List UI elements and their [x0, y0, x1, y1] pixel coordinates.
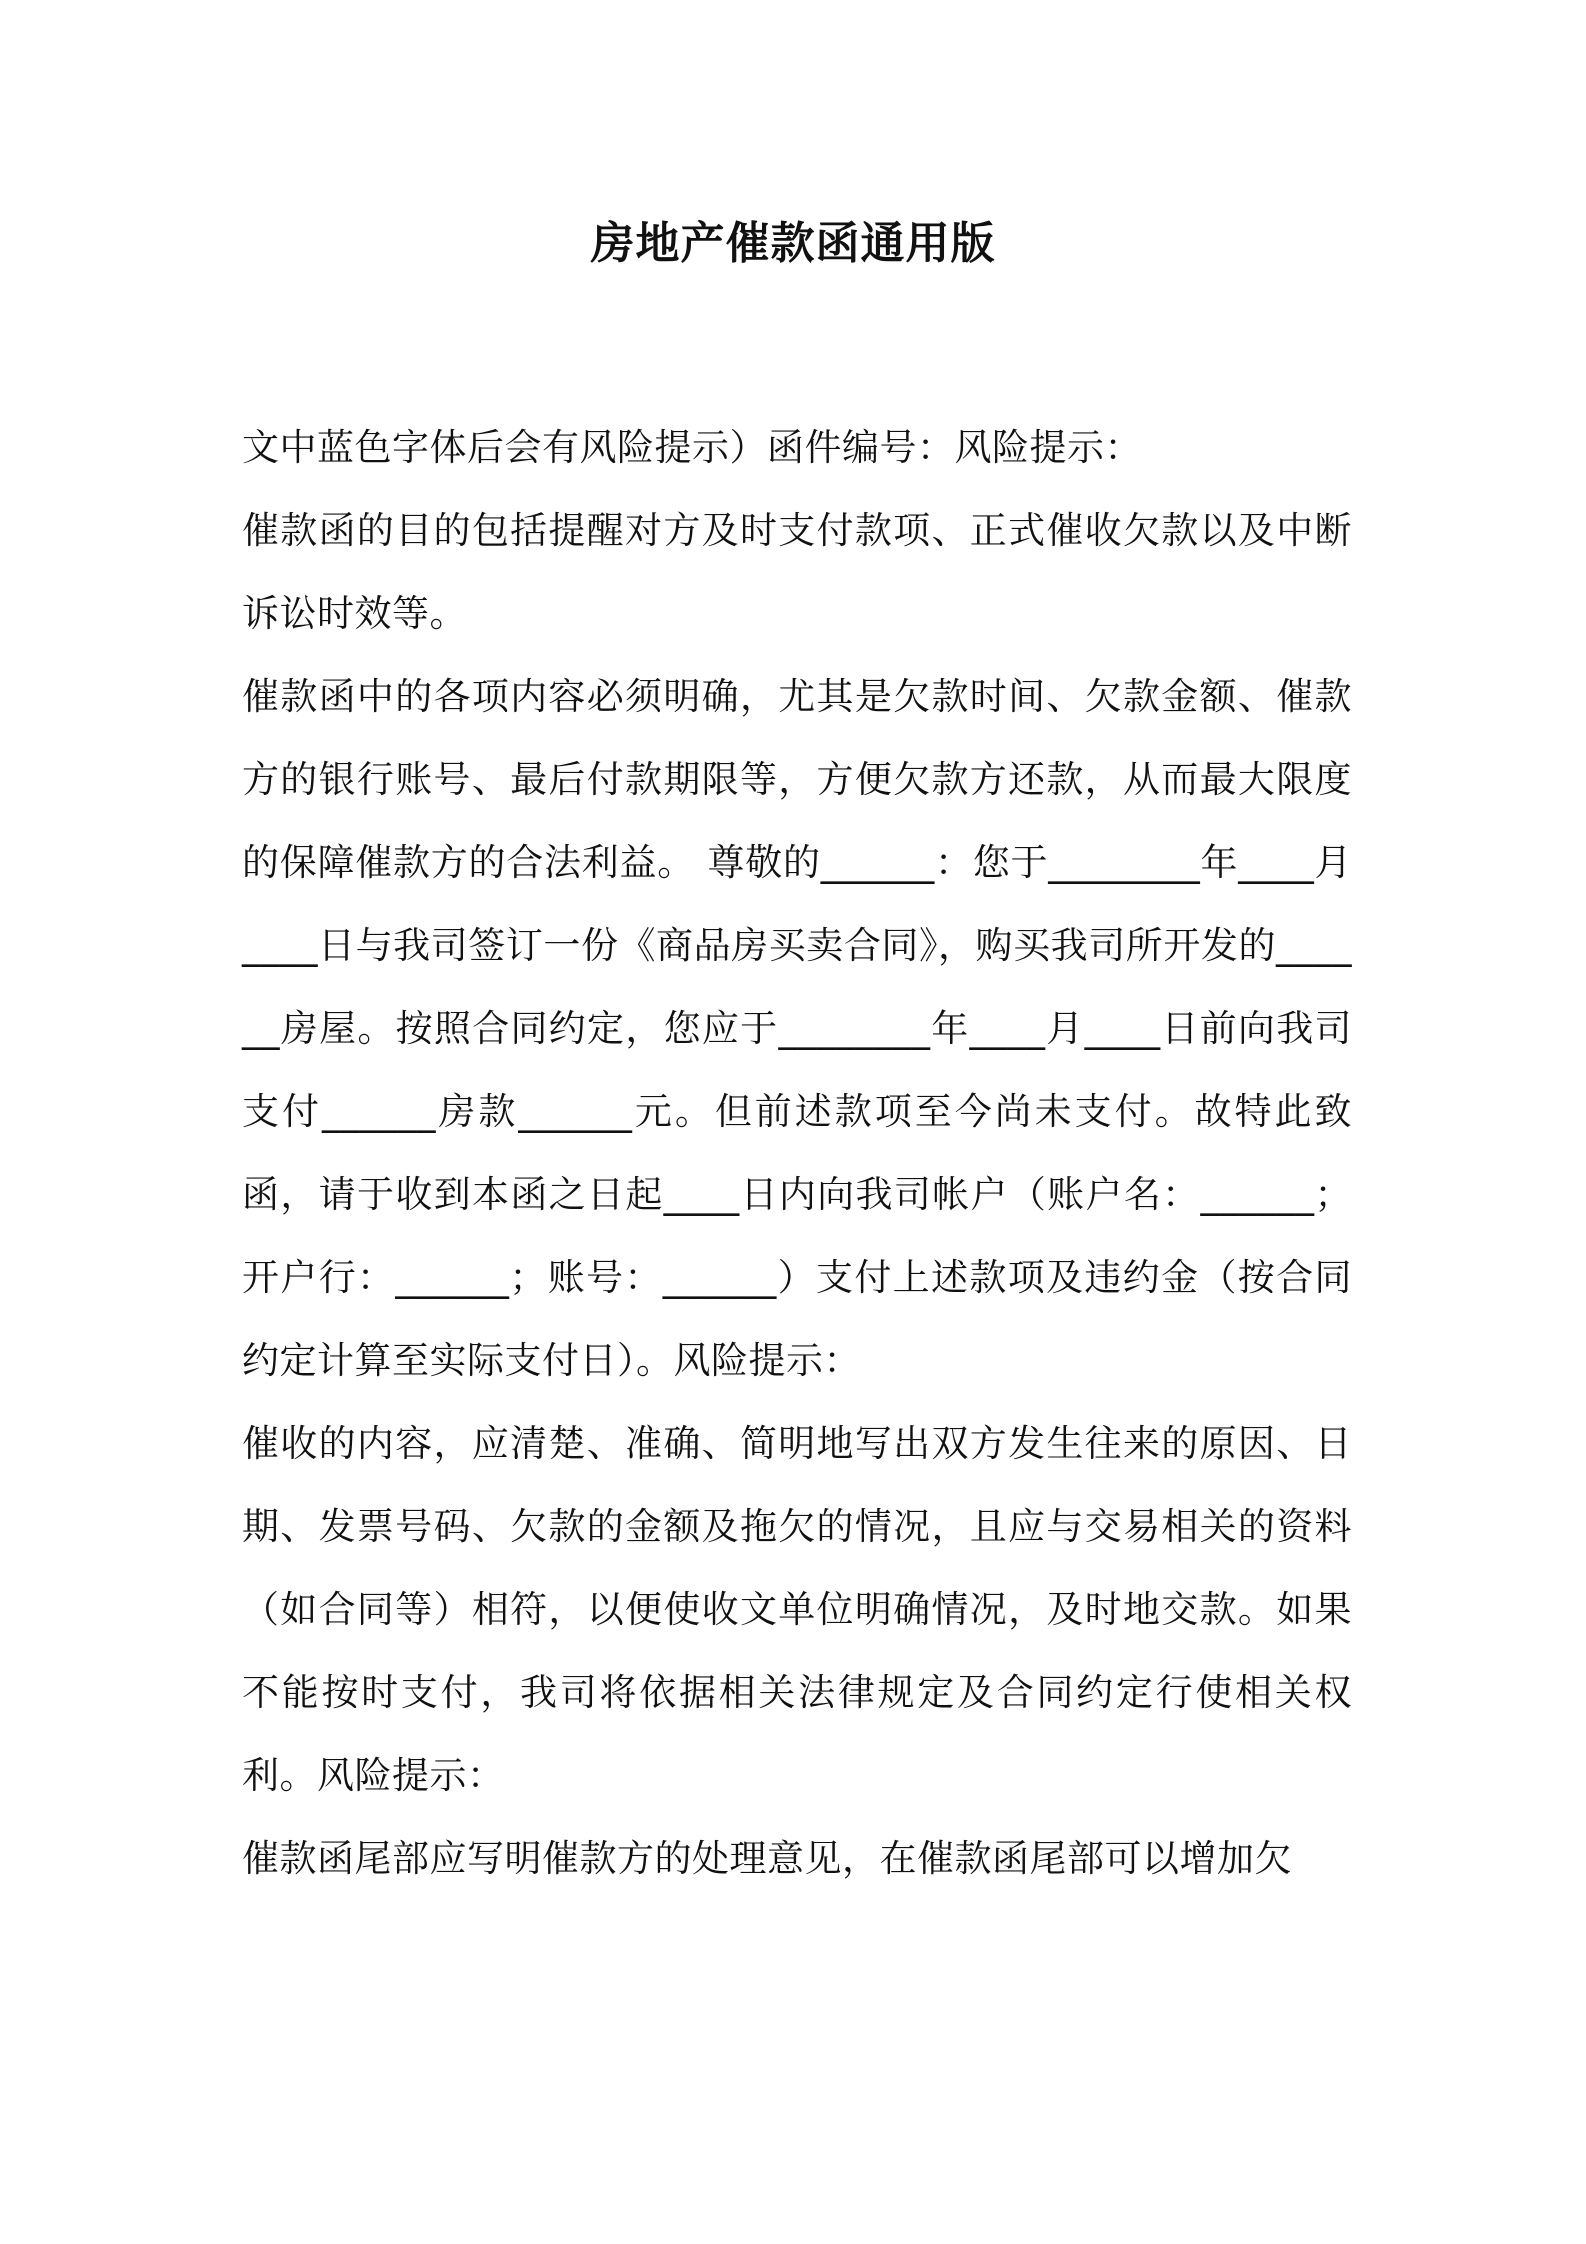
document-body [242, 406, 1352, 1900]
paragraph-header-note: 文中蓝色字体后会有风险提示）函件编号：风险提示： [242, 426, 1142, 469]
paragraph-collection-content: 催收的内容，应清楚、准确、简明地写出双方发生往来的原因、日期、发票号码、欠款的金额及拖欠的情况，且应与交易相关的资料（如合同等）相符，以便使收文单位明确情况，及时地交款。如果不能按时支付，我司将依据相关法律规定及合同约定行使相关权利。风险提示： [242, 1422, 1352, 1797]
paragraph-closing: 催款函尾部应写明催款方的处理意见，在催款函尾部可以增加欠 [242, 1837, 1292, 1880]
paragraph-purpose: 催款函的目的包括提醒对方及时支付款项、正式催收欠款以及中断诉讼时效等。 [242, 509, 1352, 635]
document-title: 房地产催款函通用版 [590, 218, 996, 269]
paragraph-letter-body: 催款函中的各项内容必须明确，尤其是欠款时间、欠款金额、催款方的银行账号、最后付款期限等，方便欠款方还款，从而最大限度的保障催款方的合法利益。 尊敬的______：您于________年____月____日与我司签订一份《商品房买卖合同》，购买我司所开发的______房屋。按照合同约定，您应于________年____月____日前向我司支付______房款______元。但前述款项至今尚未支付。故特此致函，请于收到本函之日起____日内向我司帐户（账户名：______；开户行：______；账号：______）支付上述款项及违约金（按合同约定计算至实际支付日）。风险提示： [242, 675, 1352, 1382]
